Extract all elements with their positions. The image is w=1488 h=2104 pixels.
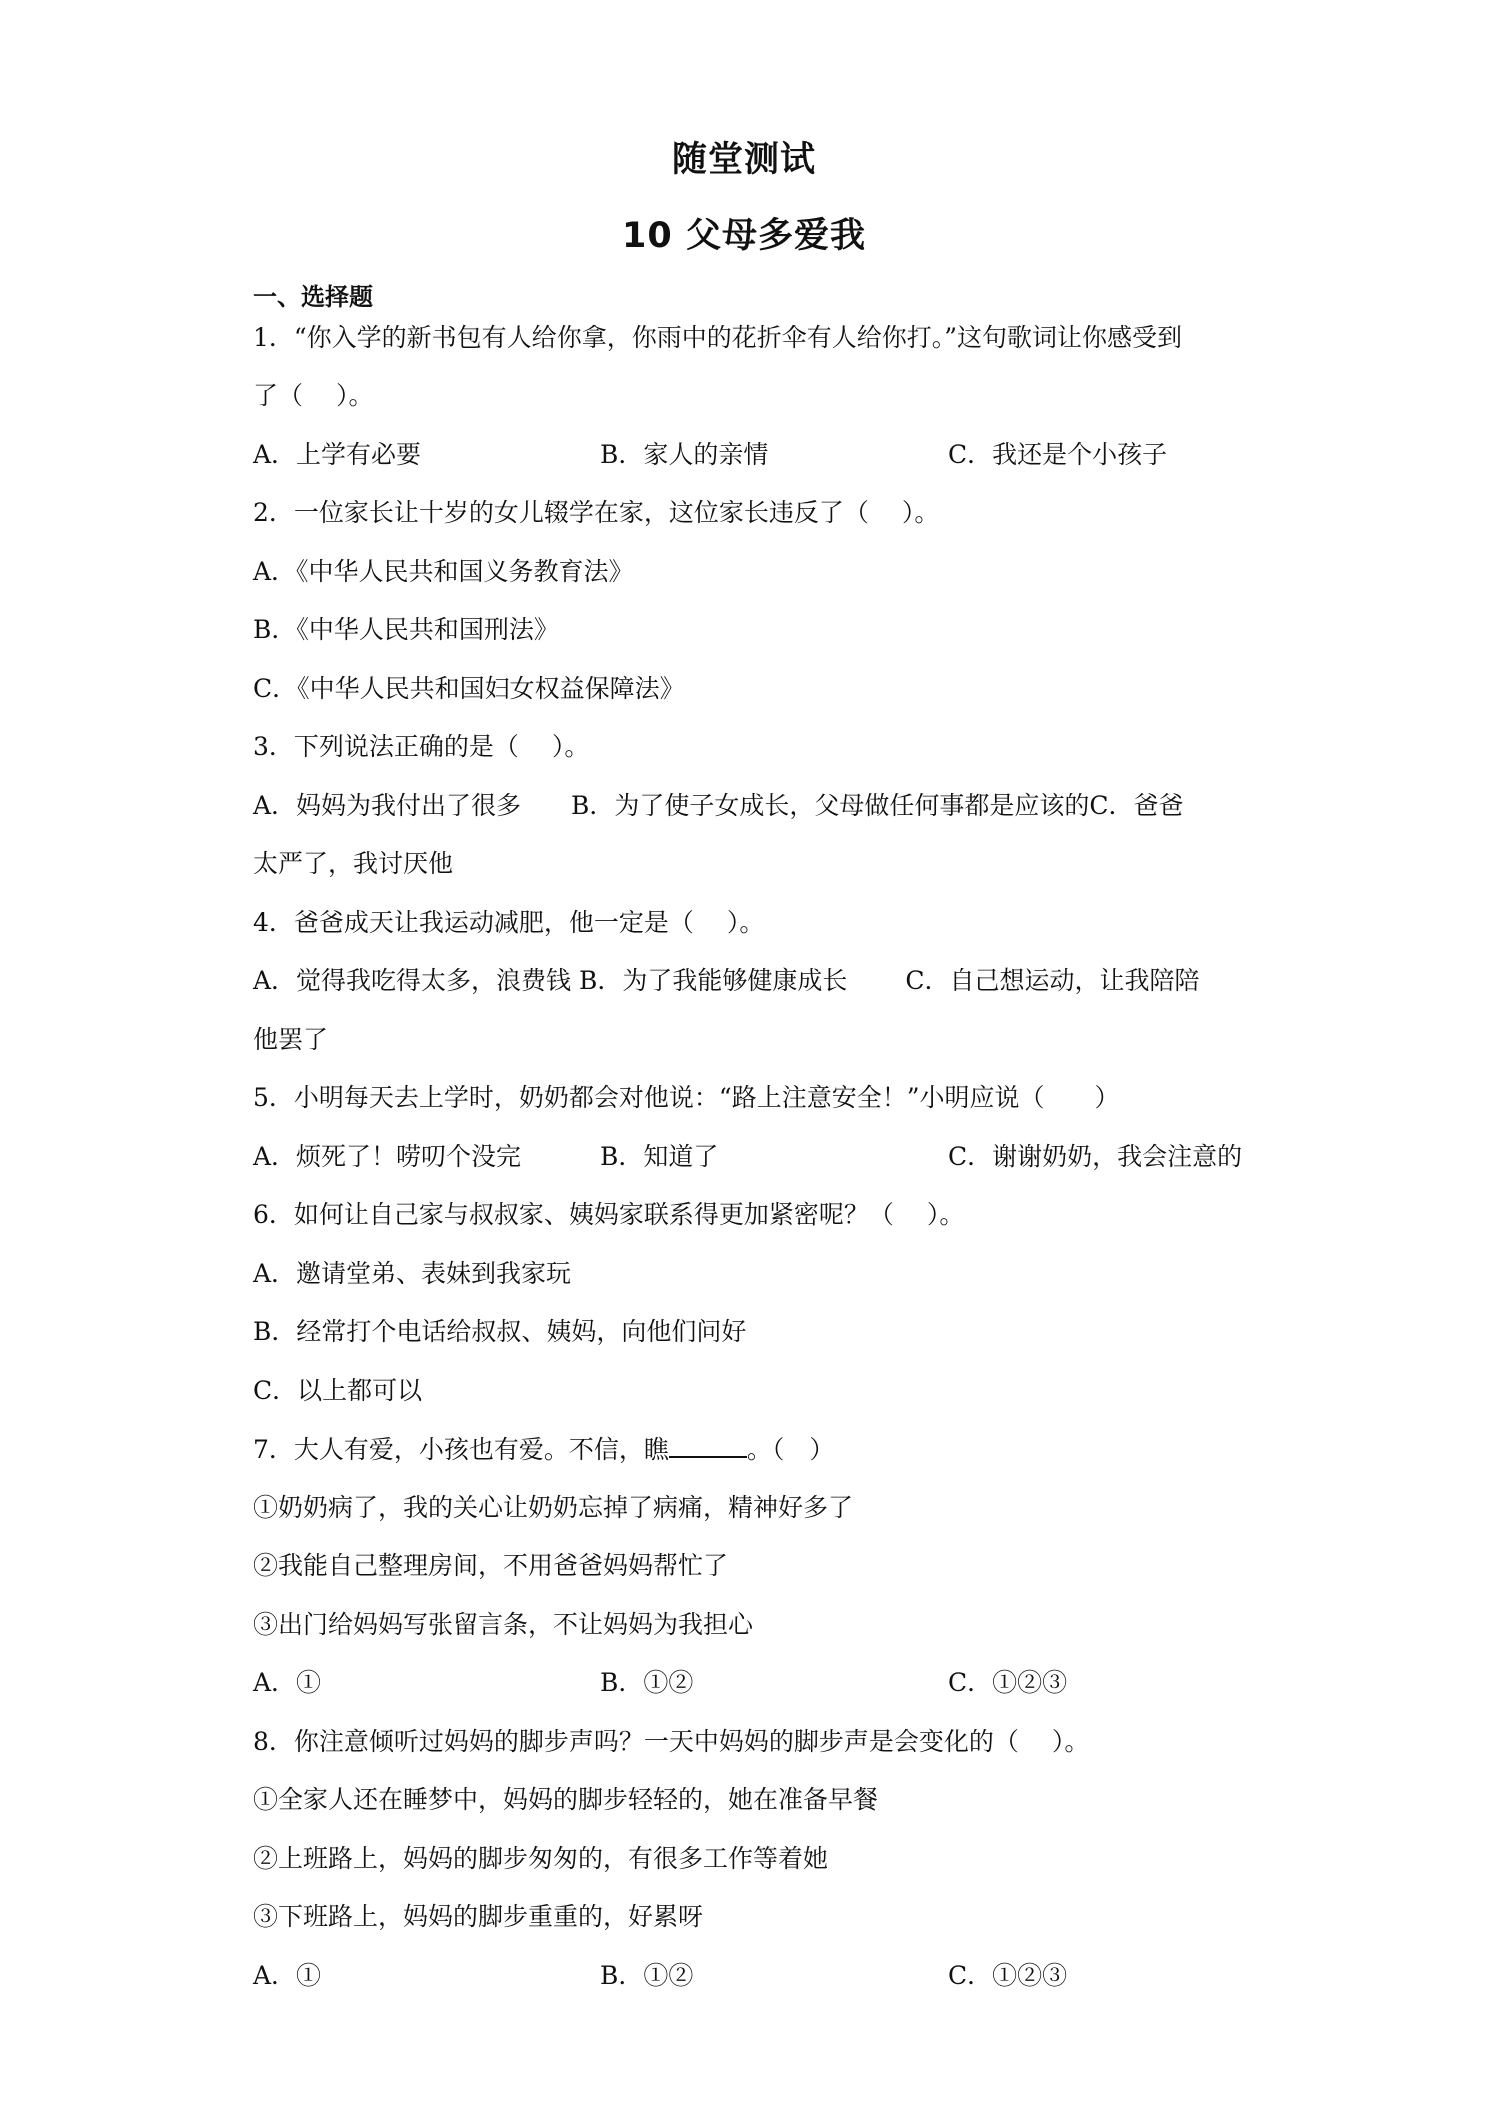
q6-option-c: C．以上都可以 (253, 1376, 423, 1405)
q1-option-b: B．家人的亲情 (600, 440, 769, 469)
q3-stem: 3．下列说法正确的是（ ）。 (253, 732, 590, 761)
q2-option-c: C．《中华人民共和国妇女权益保障法》 (253, 674, 685, 703)
q7-stem-before-blank: 7．大人有爱，小孩也有爱。不信，瞧 (253, 1435, 669, 1464)
q8-option-c: C．①②③ (948, 1961, 1068, 1990)
q7-option-a: A．① (253, 1668, 322, 1697)
q4-stem: 4．爸爸成天让我运动减肥，他一定是（ ）。 (253, 908, 765, 937)
q8-option-b: B．①② (600, 1961, 694, 1990)
q1-stem-line2: 了（ ）。 (253, 381, 374, 410)
q8-item-2: ②上班路上，妈妈的脚步匆匆的，有很多工作等着她 (253, 1844, 829, 1873)
q4-options-line2: 他罢了 (253, 1025, 329, 1054)
q2-stem: 2．一位家长让十岁的女儿辍学在家，这位家长违反了（ ）。 (253, 498, 940, 527)
q7-item-3: ③出门给妈妈写张留言条，不让妈妈为我担心 (253, 1610, 754, 1639)
q7-item-1: ①奶奶病了，我的关心让奶奶忘掉了病痛，精神好多了 (253, 1493, 854, 1522)
q6-option-a: A．邀请堂弟、表妹到我家玩 (253, 1259, 572, 1288)
q8-stem: 8．你注意倾听过妈妈的脚步声吗？一天中妈妈的脚步声是会变化的（ ）。 (253, 1727, 1090, 1756)
q5-option-c: C．谢谢奶奶，我会注意的 (948, 1142, 1243, 1171)
q2-option-a: A．《中华人民共和国义务教育法》 (253, 557, 634, 586)
q5-option-a: A．烦死了！唠叨个没完 (253, 1142, 522, 1171)
q7-stem-after-blank: 。（ ） (746, 1435, 835, 1464)
q2-option-b: B．《中华人民共和国刑法》 (253, 615, 559, 644)
q4-options-line1: A．觉得我吃得太多，浪费钱 B．为了我能够健康成长 C．自己想运动，让我陪陪 (253, 966, 1200, 995)
q6-option-b: B．经常打个电话给叔叔、姨妈，向他们问好 (253, 1317, 747, 1346)
q7-answer-blank (669, 1434, 747, 1458)
q7-option-c: C．①②③ (948, 1668, 1068, 1697)
q7-stem (253, 1434, 834, 1465)
section-heading: 一、选择题 (253, 283, 373, 311)
q8-option-a: A．① (253, 1961, 322, 1990)
q8-item-3: ③下班路上，妈妈的脚步重重的，好累呀 (253, 1902, 704, 1931)
q6-stem: 6．如何让自己家与叔叔家、姨妈家联系得更加紧密呢？（ ）。 (253, 1200, 965, 1229)
q8-item-1: ①全家人还在睡梦中，妈妈的脚步轻轻的，她在准备早餐 (253, 1785, 879, 1814)
q5-option-b: B．知道了 (600, 1142, 719, 1171)
q1-option-a: A．上学有必要 (253, 440, 422, 469)
q1-stem-line1: 1．“你入学的新书包有人给你拿，你雨中的花折伞有人给你打。”这句歌词让你感受到 (253, 323, 1182, 352)
q7-option-b: B．①② (600, 1668, 694, 1697)
q1-option-c: C．我还是个小孩子 (948, 440, 1168, 469)
lesson-title: 10 父母多爱我 (622, 216, 866, 256)
worksheet-title: 随堂测试 (671, 140, 816, 180)
q3-options-line2: 太严了，我讨厌他 (253, 849, 454, 878)
q3-options-line1: A．妈妈为我付出了很多 B．为了使子女成长，父母做任何事都是应该的C．爸爸 (253, 791, 1184, 820)
q5-stem: 5．小明每天去上学时，奶奶都会对他说：“路上注意安全！”小明应说（ ） (253, 1083, 1120, 1112)
q7-item-2: ②我能自己整理房间，不用爸爸妈妈帮忙了 (253, 1551, 729, 1580)
